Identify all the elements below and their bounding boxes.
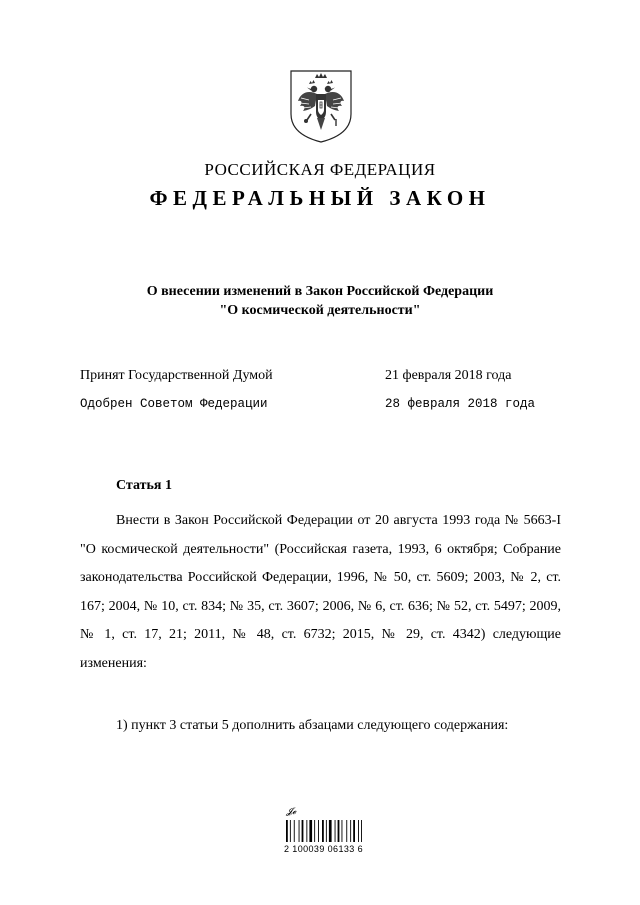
article-heading: Статья 1 (116, 478, 172, 493)
country-name: РОССИЙСКАЯ ФЕДЕРАЦИЯ (204, 160, 436, 179)
article-paragraph: Внести в Закон Российской Федерации от 20 августа 1993 года № 5663-I "О космической деятельности" (Российская газета, 1993, 6 октября; Собрание законодательства Российской Федерации, 1996, № 50, ст. 5609; 2003, № 2, ст. 167; 2004, № 10, ст. 834; № 35, ст. 3607; 2006, № 6, ст. 636; № 52, ст. 5497; 2009, № 1, ст. 17, 21; 2011, № 48, ст. 6732; 2015, № 29, ст. 4342) следующие изменения: (80, 513, 561, 671)
article-item-1: 1) пункт 3 статьи 5 дополнить абзацами следующего содержания: (116, 718, 509, 733)
law-title-line-2: "О космической деятельности" (219, 303, 421, 318)
approved-by-council-label: Одобрен Советом Федерации (80, 397, 268, 411)
approved-by-council-date: 28 февраля 2018 года (385, 397, 536, 411)
adopted-by-duma-label: Принят Государственной Думой (80, 368, 273, 383)
adopted-by-duma-date: 21 февраля 2018 года (385, 368, 512, 383)
handwritten-mark: 𝓙𝓮 (286, 806, 297, 816)
law-title-line-1: О внесении изменений в Закон Российской Федерации (146, 284, 494, 299)
barcode-number: 2 100039 06133 6 (284, 844, 363, 854)
law-title (90, 282, 550, 320)
coat-of-arms-emblem (287, 68, 355, 144)
document-type: ФЕДЕРАЛЬНЫЙ ЗАКОН (149, 186, 491, 210)
